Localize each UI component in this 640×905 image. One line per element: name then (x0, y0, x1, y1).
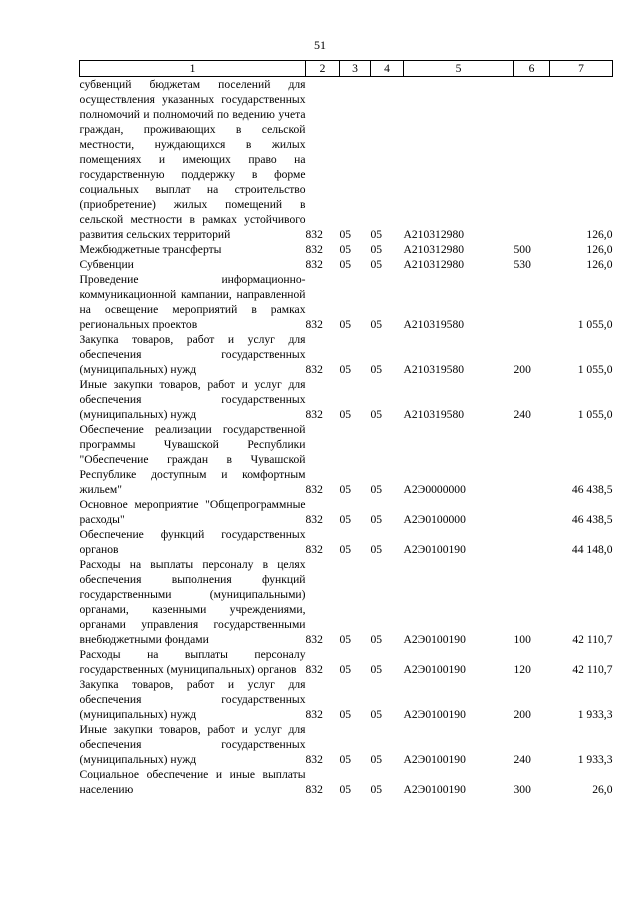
row-amount: 1 055,0 (577, 408, 613, 421)
row-expense-type: 530 (513, 258, 531, 271)
row-section-code: 05 (339, 318, 352, 331)
table-row (80, 557, 613, 647)
row-ministry-code: 832 (305, 633, 323, 646)
row-subsection-code: 05 (370, 663, 383, 676)
row-subsection-code: 05 (370, 513, 383, 526)
budget-table (79, 60, 613, 797)
row-description: Проведение информационно-коммуникационной кампании, направленной на освещение мероприятий в рамках региональных проектов (79, 273, 306, 331)
row-expense-type: 300 (513, 783, 531, 796)
row-section-code: 05 (339, 483, 352, 496)
row-description: Обеспечение реализации государственной программы Чувашской Республики "Обеспечение граждан в Чувашской Республике доступным и комфортным жильем" (79, 423, 306, 496)
row-amount: 42 110,7 (572, 633, 613, 646)
row-section-code: 05 (339, 633, 352, 646)
header-col-7: 7 (550, 61, 613, 77)
row-subsection-code: 05 (370, 243, 383, 256)
row-target-article: А210312980 (403, 258, 465, 271)
table-row (80, 272, 613, 332)
row-description: Иные закупки товаров, работ и услуг для обеспечения государственных (муниципальных) нужд (79, 723, 306, 766)
row-ministry-code: 832 (305, 708, 323, 721)
table-row (80, 257, 613, 272)
row-target-article: А210319580 (403, 408, 465, 421)
row-target-article: А2Э0100190 (403, 708, 466, 721)
row-target-article: А210312980 (403, 243, 465, 256)
row-ministry-code: 832 (305, 318, 323, 331)
row-section-code: 05 (339, 753, 352, 766)
table-row (80, 527, 613, 557)
row-expense-type: 120 (513, 663, 531, 676)
row-ministry-code: 832 (305, 258, 323, 271)
table-row (80, 647, 613, 677)
row-description: Иные закупки товаров, работ и услуг для обеспечения государственных (муниципальных) нужд (79, 378, 306, 421)
row-expense-type (514, 272, 550, 332)
row-amount: 1 933,3 (577, 708, 613, 721)
page-number: 51 (314, 38, 326, 52)
row-target-article: А210319580 (403, 363, 465, 376)
row-target-article: А210319580 (403, 318, 465, 331)
table-row (80, 332, 613, 377)
row-subsection-code: 05 (370, 543, 383, 556)
row-ministry-code: 832 (305, 483, 323, 496)
row-subsection-code: 05 (370, 633, 383, 646)
row-ministry-code: 832 (305, 408, 323, 421)
table-row (80, 677, 613, 722)
row-target-article: А2Э0100190 (403, 633, 466, 646)
row-ministry-code: 832 (305, 783, 323, 796)
row-ministry-code: 832 (305, 663, 323, 676)
row-section-code: 05 (339, 258, 352, 271)
row-expense-type (514, 77, 550, 243)
row-description: субвенций бюджетам поселений для осуществления указанных государственных полномочий и полномочий по ведению учета граждан, проживающих в сельской местности, нуждающихся в жилых помещениях и имеющих право на государственную поддержку в форме социальных выплат на строительство (приобретение) жилых помещений в сельской местности в рамках устойчивого развития сельских территорий (79, 78, 306, 241)
row-subsection-code: 05 (370, 228, 383, 241)
row-ministry-code: 832 (305, 543, 323, 556)
row-section-code: 05 (339, 543, 352, 556)
row-ministry-code: 832 (305, 753, 323, 766)
row-amount: 46 438,5 (571, 513, 613, 526)
row-amount: 126,0 (586, 228, 613, 241)
row-amount: 1 055,0 (577, 363, 613, 376)
row-target-article: А2Э0100190 (403, 783, 466, 796)
row-expense-type: 240 (513, 408, 531, 421)
row-amount: 44 148,0 (571, 543, 613, 556)
row-subsection-code: 05 (370, 783, 383, 796)
row-subsection-code: 05 (370, 753, 383, 766)
table-body (80, 77, 613, 798)
row-target-article: А2Э0100000 (403, 513, 466, 526)
table-row (80, 77, 613, 243)
row-description: Обеспечение функций государственных органов (79, 528, 306, 556)
row-subsection-code: 05 (370, 318, 383, 331)
row-expense-type (514, 497, 550, 527)
row-description: Расходы на выплаты персоналу государственных (муниципальных) органов (79, 648, 306, 676)
header-col-2: 2 (306, 61, 340, 77)
row-amount: 126,0 (586, 243, 613, 256)
row-section-code: 05 (339, 243, 352, 256)
row-ministry-code: 832 (305, 228, 323, 241)
row-target-article: А2Э0100190 (403, 663, 466, 676)
row-expense-type: 200 (513, 708, 531, 721)
table-row (80, 422, 613, 497)
row-target-article: А2Э0000000 (403, 483, 466, 496)
row-section-code: 05 (339, 513, 352, 526)
row-subsection-code: 05 (370, 483, 383, 496)
row-description: Основное мероприятие "Общепрограммные расходы" (79, 498, 306, 526)
header-col-4: 4 (371, 61, 404, 77)
row-target-article: А210312980 (403, 228, 465, 241)
row-description: Закупка товаров, работ и услуг для обеспечения государственных (муниципальных) нужд (79, 333, 306, 376)
row-description: Межбюджетные трансферты (79, 243, 222, 256)
row-description: Закупка товаров, работ и услуг для обеспечения государственных (муниципальных) нужд (79, 678, 306, 721)
row-expense-type (514, 527, 550, 557)
table-row (80, 242, 613, 257)
row-expense-type: 200 (513, 363, 531, 376)
row-ministry-code: 832 (305, 363, 323, 376)
row-subsection-code: 05 (370, 363, 383, 376)
header-col-3: 3 (340, 61, 371, 77)
row-amount: 26,0 (592, 783, 613, 796)
row-amount: 126,0 (586, 258, 613, 271)
row-expense-type (514, 422, 550, 497)
row-section-code: 05 (339, 783, 352, 796)
row-ministry-code: 832 (305, 243, 323, 256)
row-ministry-code: 832 (305, 513, 323, 526)
row-amount: 1 933,3 (577, 753, 613, 766)
row-section-code: 05 (339, 408, 352, 421)
row-amount: 42 110,7 (572, 663, 613, 676)
row-section-code: 05 (339, 663, 352, 676)
row-amount: 46 438,5 (571, 483, 613, 496)
row-section-code: 05 (339, 363, 352, 376)
row-target-article: А2Э0100190 (403, 753, 466, 766)
row-description: Субвенции (79, 258, 134, 271)
header-col-1: 1 (80, 61, 306, 77)
table-row (80, 722, 613, 767)
table-row (80, 767, 613, 797)
row-subsection-code: 05 (370, 408, 383, 421)
row-expense-type: 240 (513, 753, 531, 766)
row-expense-type: 500 (513, 243, 531, 256)
table-row (80, 377, 613, 422)
header-col-5: 5 (404, 61, 514, 77)
header-col-6: 6 (514, 61, 550, 77)
row-target-article: А2Э0100190 (403, 543, 466, 556)
row-description: Расходы на выплаты персоналу в целях обеспечения выполнения функций государственными (муниципальными) органами, казенными учреждениями, органами управления государственными внебюджетными фондами (79, 558, 306, 646)
table-header-row (80, 61, 613, 77)
row-description: Социальное обеспечение и иные выплаты населению (79, 768, 306, 796)
row-section-code: 05 (339, 708, 352, 721)
row-section-code: 05 (339, 228, 352, 241)
row-expense-type: 100 (513, 633, 531, 646)
row-subsection-code: 05 (370, 258, 383, 271)
row-amount: 1 055,0 (577, 318, 613, 331)
row-subsection-code: 05 (370, 708, 383, 721)
table-row (80, 497, 613, 527)
